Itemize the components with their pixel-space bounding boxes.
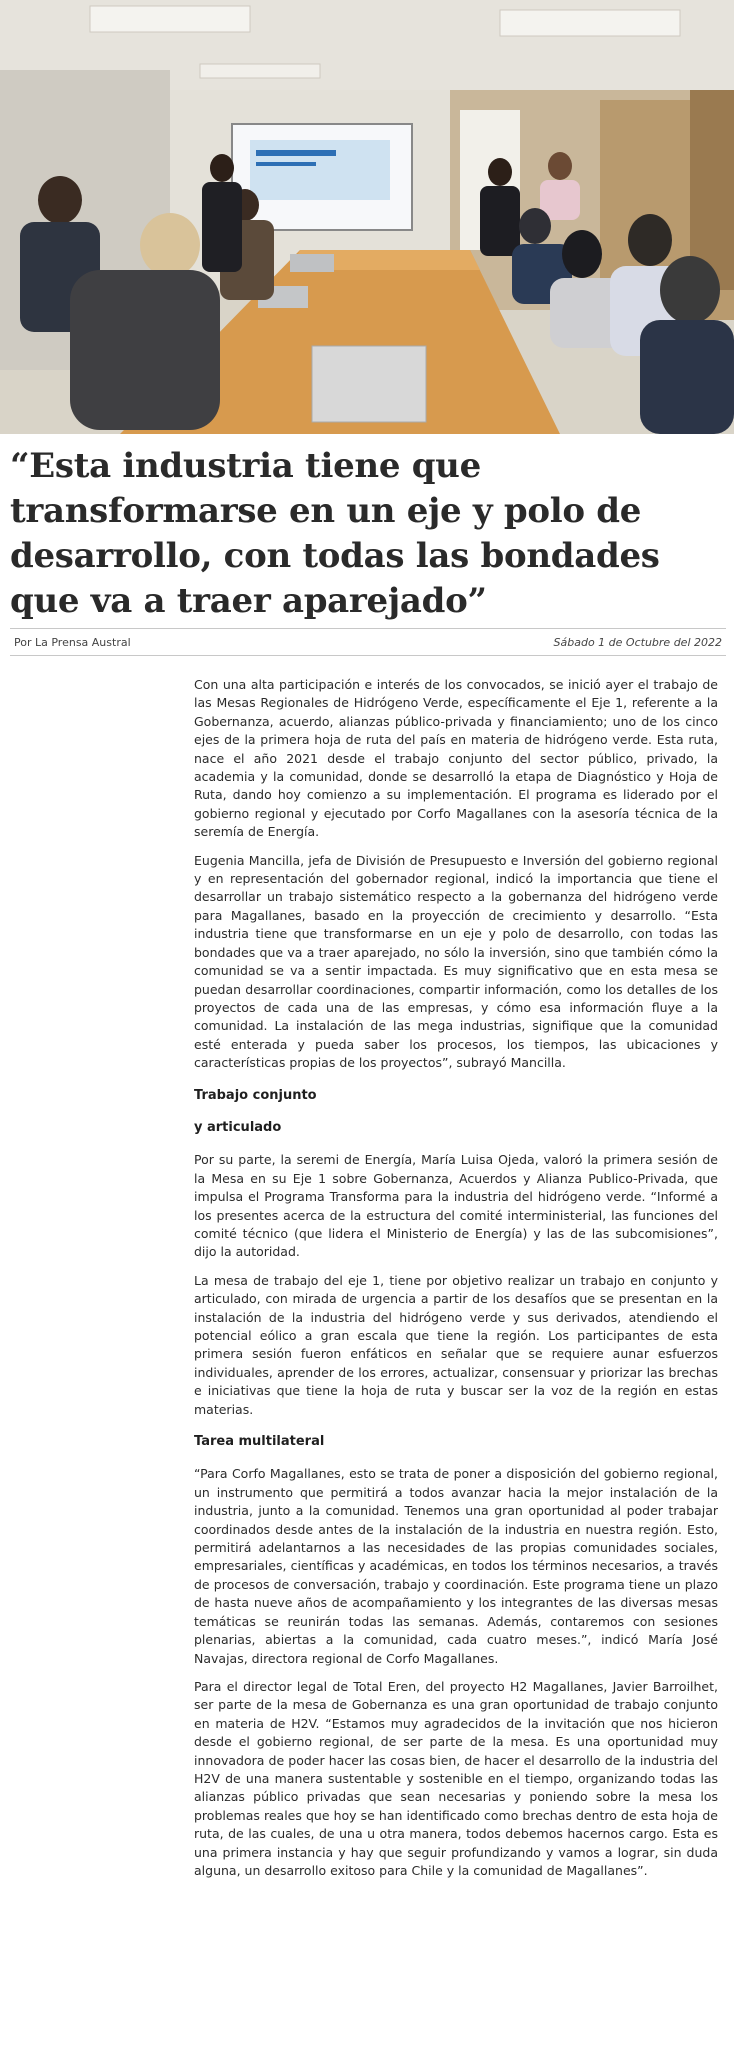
article-body <box>194 676 718 1890</box>
section-heading: Tarea multilateral <box>194 1434 325 1450</box>
article-paragraph: “Para Corfo Magallanes, esto se trata de poner a disposición del gobierno regional, un instrumento que permitirá a todos avanzar hacia la mejor instalación de la industria, junto a la comunidad. Tenemos una gran oportunidad al poder trabajar coordinados desde antes de la instalación de la industria en nuestra región. Esto, permitirá adelantarnos a las necesidades de las propias comunidades sociales, empresariales, científicas y académicas, en todos los términos necesarios, a través de procesos de conversación, trabajo y coordinación. Este programa tiene un plazo de hasta nueve años de acompañamiento y los integrantes de las diversas mesas temáticas se reunirán todas las semanas. Además, contaremos con sesiones plenarias, abiertas a la comunidad, cada cuatro meses.”, indicó María José Navajas, directora regional de Corfo Magallanes. <box>194 1466 718 1666</box>
article-headline: “Esta industria tiene que transformarse en un eje y polo de desarrollo, con todas las bondades que va a traer aparejado” <box>10 446 660 621</box>
section-heading: y articulado <box>194 1119 282 1135</box>
meeting-photo-icon <box>0 0 734 434</box>
article-paragraph: La mesa de trabajo del eje 1, tiene por objetivo realizar un trabajo en conjunto y articulado, con mirada de urgencia a partir de los desafíos que se presentan en la instalación de la industria del hidrógeno verde y sus derivados, atendiendo el potencial eólico a gran escala que tiene la región. Los participantes de esta primera sesión fueron enfáticos en señalar que se requiere aunar esfuerzos individuales, aprender de los errores, actualizar, consensuar y priorizar las brechas e iniciativas que tiene la hoja de ruta y buscar ser la voz de la región en estas materias. <box>194 1272 718 1417</box>
article-photo <box>0 0 734 434</box>
article-paragraph: Para el director legal de Total Eren, del proyecto H2 Magallanes, Javier Barroilhet, ser parte de la mesa de Gobernanza es una gran oportunidad de trabajo conjunto en materia de H2V. “Estamos muy agradecidos de la invitación que nos hicieron desde el gobierno regional, de ser parte de la mesa. Es una oportunidad muy innovadora de poder hacer las cosas bien, de hacer el desarrollo de la industria del H2V de una manera sustentable y sostenible en el tiempo, organizando todas las alianzas público privadas que sean necesarias y poniendo sobre la mesa los problemas reales que hoy se han identificado como brechas dentro de esta hoja de ruta, de las cuales, de una u otra manera, todos debemos hacernos cargo. Esta es una primera instancia y hay que seguir profundizando y vamos a lograr, sin duda alguna, un desarrollo exitoso para Chile y la comunidad de Magallanes”. <box>194 1678 718 1878</box>
publish-date: Sábado 1 de Octubre del 2022 <box>553 635 722 649</box>
article-paragraph: Eugenia Mancilla, jefa de División de Presupuesto e Inversión del gobierno regional y en representación del gobernador regional, indicó la importancia que tiene el desarrollar un trabajo sistemático respecto a la gobernanza del hidrógeno verde para Magallanes, basado en la proyección de crecimiento y desarrollo. “Esta industria tiene que transformarse en un eje y polo de desarrollo, con todas las bondades que va a traer aparejado, no sólo la inversión, sino que también cómo la comunidad se va a sentir impactada. Es muy significativo que en esta mesa se puedan desarrollar coordinaciones, compartir información, como los detalles de los proyectos de cada una de las empresas, y cómo esa información fluye a la comunidad. La instalación de las mega industrias, signifique que la comunidad esté enterada y pueda saber los procesos, los tiempos, las ubicaciones y características propias de los proyectos”, subrayó Mancilla. <box>194 852 718 1071</box>
section-heading: Trabajo conjunto <box>194 1087 317 1103</box>
byline-bar <box>10 628 726 656</box>
article-paragraph: Por su parte, la seremi de Energía, María Luisa Ojeda, valoró la primera sesión de la Mesa en su Eje 1 sobre Gobernanza, Acuerdos y Alianza Publico-Privada, que impulsa el Programa Transforma para la industria del hidrógeno verde. “Informé a los presentes acerca de la estructura del comité interministerial, las funciones del comité técnico (que lidera el Ministerio de Energía) y las de las subcomisiones”, dijo la autoridad. <box>194 1152 718 1260</box>
byline-author: Por La Prensa Austral <box>14 635 131 649</box>
article-paragraph: Con una alta participación e interés de los convocados, se inició ayer el trabajo de las Mesas Regionales de Hidrógeno Verde, específicamente el Eje 1, referente a la Gobernanza, acuerdo, alianzas público-privada y financiamiento; uno de los cinco ejes de la primera hoja de ruta del país en materia de hidrógeno verde. Esta ruta, nace el año 2021 desde el trabajo conjunto del sector público, privado, la academia y la comunidad, donde se desarrolló la etapa de Diagnóstico y Hoja de Ruta, dando hoy comienzo a su implementación. El programa es liderado por el gobierno regional y ejecutado por Corfo Magallanes con la asesoría técnica de la seremía de Energía. <box>194 677 718 840</box>
